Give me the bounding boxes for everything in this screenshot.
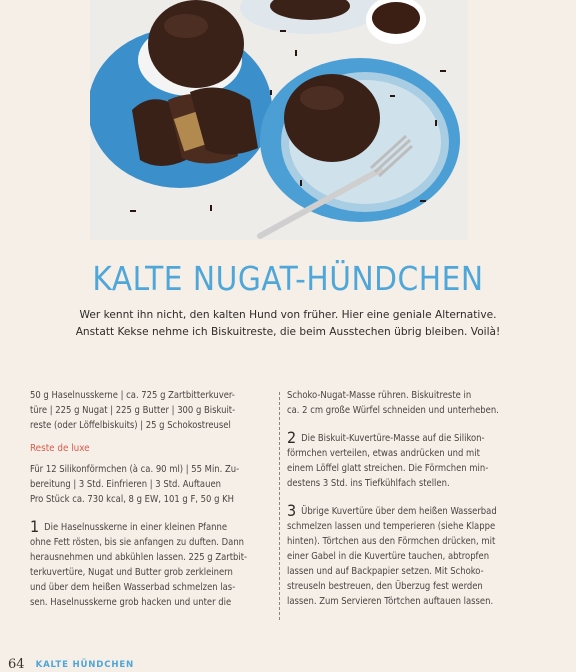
column-divider	[279, 392, 281, 620]
ingredients-line: 50 g Haselnusskerne | ca. 725 g Zartbitterkuver-	[30, 390, 235, 401]
intro-line: Anstatt Kekse nehme ich Biskuitreste, die beim Ausstechen übrig bleiben. Voilà!	[75, 326, 501, 338]
info-line: Für 12 Silikonförmchen (à ca. 90 ml) | 55 Min. Zu-	[30, 464, 240, 475]
left-column	[30, 388, 272, 610]
ingredients	[30, 388, 272, 433]
info-line: bereitung | 3 Std. Einfrieren | 3 Std. Auftauen	[30, 479, 221, 490]
step-number: 3	[287, 501, 297, 520]
recipe-title: KALTE NUGAT-HÜNDCHEN	[92, 259, 484, 298]
step-line: förmchen verteilen, etwas andrücken und mit	[287, 448, 480, 459]
recipe-photo	[90, 0, 468, 240]
page-number: 64	[8, 657, 25, 672]
step-line: ohne Fett rösten, bis sie anfangen zu duften. Dann	[30, 537, 245, 548]
step-line: lassen und auf Backpapier setzen. Mit Schoko-	[287, 566, 484, 577]
recipe-intro	[40, 307, 536, 341]
info-line: Pro Stück ca. 730 kcal, 8 g EW, 101 g F, 50 g KH	[30, 494, 234, 505]
intro-line: Wer kennt ihn nicht, den kalten Hund von früher. Hier eine geniale Alternative.	[79, 309, 497, 321]
step-line: sen. Haselnusskerne grob hacken und unter die	[30, 597, 232, 608]
step-1-continued	[287, 388, 527, 418]
step-2	[287, 430, 527, 491]
step-number: 1	[30, 517, 40, 536]
step-line: Die Biskuit-Kuvertüre-Masse auf die Silikon-	[301, 433, 485, 444]
recipe-info	[30, 462, 272, 507]
step-line: einem Löffel glatt streichen. Die Förmchen min-	[287, 463, 489, 474]
step-line: und über dem heißen Wasserbad schmelzen las-	[30, 582, 236, 593]
step-1	[30, 519, 272, 610]
step-line: hinten). Törtchen aus den Förmchen drücken, mit	[287, 536, 496, 547]
step-number: 2	[287, 428, 297, 447]
dome-cake-right	[284, 74, 380, 162]
step-line: Schoko-Nugat-Masse rühren. Biskuitreste in	[287, 390, 472, 401]
step-line: ca. 2 cm große Würfel schneiden und unterheben.	[287, 405, 499, 416]
dome-cake	[148, 0, 244, 88]
ingredients-line: türe | 225 g Nugat | 225 g Butter | 300 g Biskuit-	[30, 405, 236, 416]
step-line: Übrige Kuvertüre über dem heißen Wasserbad	[301, 506, 497, 517]
section-label: KALTE HÜNDCHEN	[35, 660, 134, 670]
ingredients-line: reste (oder Löffelbiskuits) | 25 g Schokostreusel	[30, 420, 231, 431]
step-line: einer Gabel in die Kuvertüre tauchen, abtropfen	[287, 551, 490, 562]
step-line: streuseln bestreuen, den Überzug fest werden	[287, 581, 483, 592]
step-line: terkuvertüre, Nugat und Butter grob zerkleinern	[30, 567, 233, 578]
photo-illustration	[90, 0, 468, 240]
step-3	[287, 503, 527, 609]
subheading: Reste de luxe	[30, 443, 90, 454]
step-line: lassen. Zum Servieren Törtchen auftauen lassen.	[287, 596, 494, 607]
page-footer	[8, 652, 134, 672]
step-line: schmelzen lassen und temperieren (siehe Klappe	[287, 521, 496, 532]
step-line: Die Haselnusskerne in einer kleinen Pfanne	[44, 522, 228, 533]
step-line: destens 3 Std. ins Tiefkühlfach stellen.	[287, 478, 450, 489]
step-line: herausnehmen und abkühlen lassen. 225 g Zartbit-	[30, 552, 248, 563]
right-column	[287, 388, 527, 609]
